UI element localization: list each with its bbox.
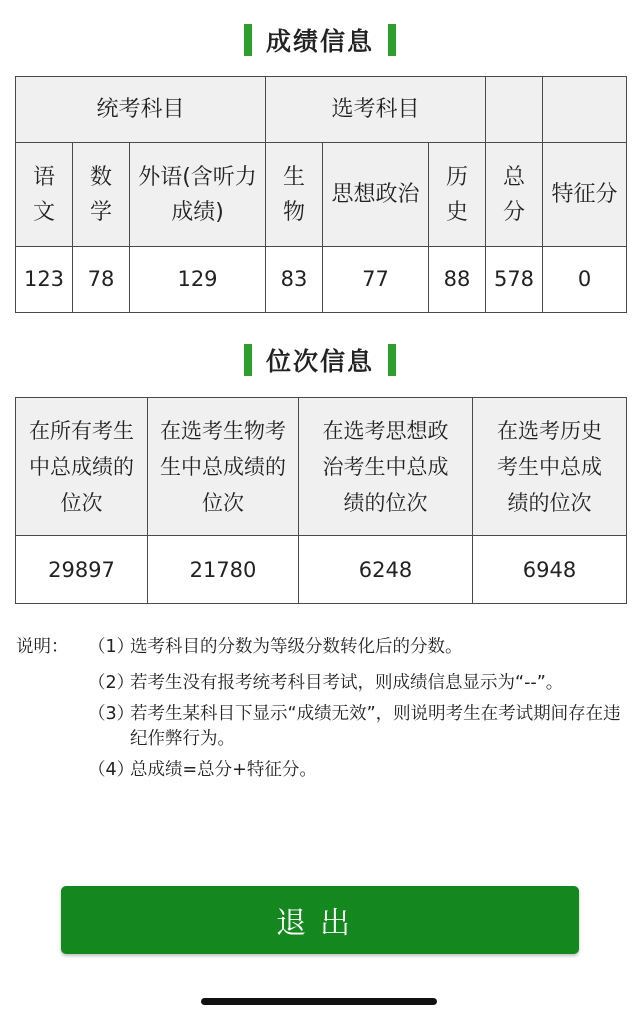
score-history: 88: [429, 247, 486, 313]
rank-overall: 29897: [16, 536, 148, 604]
rank-header-history: 在选考历史考生中总成绩的位次: [473, 398, 627, 536]
unified-subjects-header: 统考科目: [16, 77, 266, 143]
rank-biology: 21780: [148, 536, 299, 604]
title-accent-bar: [388, 344, 396, 376]
exit-button[interactable]: 退出: [61, 886, 579, 954]
note-number: （3）: [88, 704, 135, 724]
rank-history: 6948: [473, 536, 627, 604]
note-number: （2）: [88, 673, 135, 693]
rank-section-title: [0, 340, 640, 380]
col-header-total: 总分: [486, 143, 543, 247]
col-header-biology: 生物: [266, 143, 323, 247]
rank-header-politics: 在选考思想政治考生中总成绩的位次: [299, 398, 473, 536]
col-header-feature-score: 特征分: [543, 143, 627, 247]
note-number: （4）: [88, 760, 135, 780]
col-header-foreign-language: 外语(含听力成绩): [130, 143, 266, 247]
score-title-text: 成绩信息: [265, 27, 374, 56]
notes-section: [16, 632, 626, 781]
score-politics: 77: [323, 247, 429, 313]
empty-header-cell: [486, 77, 543, 143]
note-text: 若考生没有报考统考科目考试，则成绩信息显示为“--”。: [130, 673, 564, 693]
score-table: [15, 76, 627, 313]
elective-subjects-header: 选考科目: [266, 77, 486, 143]
rank-title-text: 位次信息: [265, 347, 374, 376]
title-accent-bar: [388, 24, 396, 56]
score-total: 578: [486, 247, 543, 313]
col-header-math: 数学: [73, 143, 130, 247]
score-math: 78: [73, 247, 130, 313]
score-feature: 0: [543, 247, 627, 313]
title-accent-bar: [244, 24, 252, 56]
col-header-history: 历史: [429, 143, 486, 247]
rank-header-overall: 在所有考生中总成绩的位次: [16, 398, 148, 536]
score-chinese: 123: [16, 247, 73, 313]
title-accent-bar: [244, 344, 252, 376]
col-header-chinese: 语文: [16, 143, 73, 247]
rank-table: [15, 397, 627, 604]
note-text: 选考科目的分数为等级分数转化后的分数。: [130, 637, 463, 657]
col-header-politics: 思想政治: [323, 143, 429, 247]
score-section-title: [0, 20, 640, 60]
home-indicator[interactable]: [201, 998, 437, 1005]
score-biology: 83: [266, 247, 323, 313]
score-foreign-language: 129: [130, 247, 266, 313]
note-number: （1）: [88, 637, 135, 657]
rank-politics: 6248: [299, 536, 473, 604]
note-text: 总成绩=总分+特征分。: [130, 760, 317, 780]
notes-label: 说明：: [16, 637, 69, 657]
rank-header-biology: 在选考生物考生中总成绩的位次: [148, 398, 299, 536]
empty-header-cell: [543, 77, 627, 143]
note-text: 若考生某科目下显示“成绩无效”，则说明考生在考试期间存在违纪作弊行为。: [130, 704, 621, 749]
